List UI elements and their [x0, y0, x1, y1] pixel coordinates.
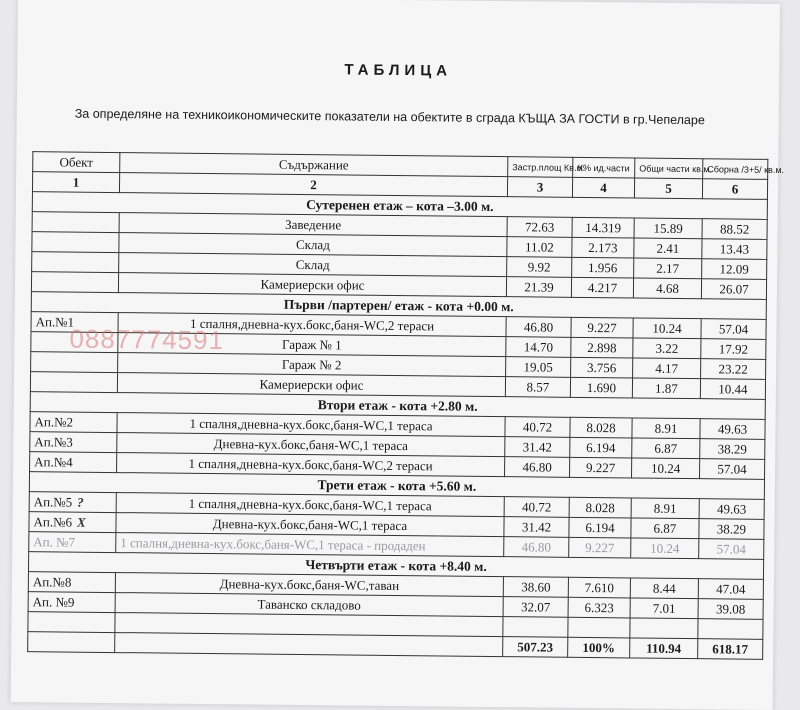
header-number: 6 — [702, 179, 767, 200]
content-cell: Камериерски офис — [117, 373, 505, 397]
object-label: Ап.№8 — [32, 573, 72, 590]
object-label: Ап.№5 — [33, 493, 73, 510]
pct-cell: 1.690 — [570, 377, 632, 398]
object-label: Ап.№4 — [34, 453, 73, 470]
common-cell: 4.17 — [633, 358, 701, 379]
pct-cell: 6.194 — [570, 437, 632, 458]
header-number: 2 — [119, 173, 507, 197]
document-title: ТАБЛИЦА — [344, 61, 453, 80]
common-cell: 3.22 — [633, 338, 701, 359]
pct-cell: 9.227 — [571, 317, 633, 338]
content-cell: Гараж № 2 — [118, 353, 506, 377]
content-cell: 1 спалня,дневна-кух.бокс,баня-WC,2 тераси — [117, 453, 505, 477]
object-cell — [28, 592, 115, 613]
content-cell: 1 спалня,дневна-кух.бокс,баня-WC,1 тераса - продаден — [116, 533, 504, 557]
object-label: Ап.№6 — [33, 513, 73, 530]
pct-cell: 6.323 — [568, 597, 630, 618]
area-cell: 38.60 — [503, 577, 568, 598]
content-cell: 1 спалня,дневна-кух.бокс,баня-WC,1 тераса — [117, 413, 505, 437]
pct-cell: 4.217 — [571, 277, 633, 298]
object-label: Ап.№2 — [34, 413, 74, 430]
common-cell: 15.89 — [634, 218, 702, 239]
object-label: Ап. №7 — [33, 533, 76, 550]
total-cell: 39.08 — [698, 599, 763, 620]
floor-title: Трети етаж - кота +5.60 м. — [29, 472, 764, 500]
header-pct: К% ид.части — [573, 157, 635, 178]
object-cell — [30, 412, 117, 433]
object-cell — [30, 372, 117, 393]
area-cell: 31.42 — [504, 517, 569, 538]
table-body — [28, 152, 785, 660]
content-cell: Заведение — [119, 213, 507, 237]
total-common: 110.94 — [630, 638, 698, 659]
totals-label-cell — [28, 632, 115, 653]
total-cell: 88.52 — [702, 219, 767, 240]
pct-cell: 2.898 — [571, 337, 633, 358]
header-object: Обект — [33, 152, 120, 173]
area-cell: 46.80 — [506, 317, 571, 338]
floor-title: Четвърти етаж - кота +8.40 м. — [28, 552, 763, 580]
area-cell: 11.02 — [507, 237, 572, 258]
common-cell: 8.91 — [631, 498, 699, 519]
content-cell: Таванско складово — [115, 593, 503, 617]
document-page — [11, 0, 785, 710]
header-number: 1 — [32, 172, 119, 193]
pct-cell: 3.756 — [571, 357, 633, 378]
area-cell: 40.72 — [504, 497, 569, 518]
object-label: Ап.№1 — [35, 313, 75, 330]
total-cell: 10.44 — [700, 379, 765, 400]
total-cell: 17.92 — [701, 339, 766, 360]
handwritten-mark: X — [76, 514, 86, 530]
common-cell: 4.68 — [633, 278, 701, 299]
object-cell — [28, 572, 115, 593]
area-cell: 40.72 — [505, 417, 570, 438]
common-cell: 2.17 — [634, 258, 702, 279]
common-cell: 10.24 — [631, 538, 699, 559]
total-cell: 26.07 — [701, 279, 766, 300]
header-content: Съдържание — [120, 153, 508, 177]
floor-title: Сутеренен етаж – кота –3.00 м. — [32, 192, 767, 220]
content-cell: 1 спалня,дневна-кух.бокс,баня-WC,1 тераса — [116, 493, 504, 517]
header-total: Сборна /3+5/ кв.м. — [703, 159, 768, 180]
content-cell: Дневна-кух.бокс,баня-WC,1 тераса — [117, 433, 505, 457]
totals-label-cell — [115, 633, 503, 657]
total-cell: 57.04 — [700, 459, 765, 480]
content-cell: Камериерски офис — [118, 273, 506, 297]
handwritten-mark: ? — [77, 494, 84, 510]
pct-cell: 6.194 — [569, 517, 631, 538]
total-cell: 13.43 — [702, 239, 767, 260]
object-cell — [32, 212, 119, 233]
total-cell: 49.63 — [699, 499, 764, 520]
object-cell — [32, 252, 119, 273]
area-cell: 21.39 — [506, 277, 571, 298]
total-pct: 100% — [568, 637, 630, 658]
object-label: Ап.№3 — [34, 433, 73, 450]
area-cell: 72.63 — [507, 217, 572, 238]
total-cell: 49.63 — [700, 419, 765, 440]
common-cell: 6.87 — [631, 518, 699, 539]
object-cell — [30, 432, 117, 453]
common-cell: 6.87 — [632, 438, 700, 459]
document-subtitle: За определяне на техникоикономическите показатели на обектите в сграда КЪЩА ЗА ГОСТИ в гр.Чепеларе — [74, 106, 705, 128]
header-number: 4 — [572, 177, 634, 198]
total-cell: 47.04 — [698, 579, 763, 600]
blank-cell — [698, 619, 763, 640]
pct-cell: 9.227 — [569, 537, 631, 558]
common-cell: 1.87 — [632, 378, 700, 399]
blank-cell — [28, 612, 115, 633]
content-cell: Дневна-кух.бокс,баня-WC,таван — [115, 573, 503, 597]
pct-cell: 14.319 — [572, 217, 634, 238]
phone-watermark: 0887774591 — [69, 323, 225, 356]
pct-cell: 9.227 — [570, 457, 632, 478]
pct-cell: 8.028 — [570, 417, 632, 438]
total-cell: 57.04 — [699, 539, 764, 560]
blank-cell — [503, 617, 568, 638]
area-cell: 14.70 — [506, 337, 571, 358]
total-cell: 38.29 — [700, 439, 765, 460]
content-cell: Склад — [119, 253, 507, 277]
common-cell: 10.24 — [633, 318, 701, 339]
content-cell: 1 спалня,дневна-кух.бокс,баня-WC,2 тераси — [118, 313, 506, 337]
common-cell: 8.44 — [630, 578, 698, 599]
total-sum: 618.17 — [698, 639, 763, 660]
total-cell: 23.22 — [701, 359, 766, 380]
content-cell: Склад — [119, 233, 507, 257]
total-area: 507.23 — [503, 637, 568, 658]
area-cell: 8.57 — [505, 377, 570, 398]
common-cell: 10.24 — [632, 458, 700, 479]
header-common: Общи части кв.м. — [635, 158, 703, 179]
content-cell: Гараж № 1 — [118, 333, 506, 357]
object-cell — [29, 512, 116, 533]
object-label: Ап. №9 — [32, 593, 75, 610]
object-cell — [30, 452, 117, 473]
object-cell — [29, 492, 116, 513]
common-cell: 8.91 — [632, 418, 700, 439]
total-cell: 38.29 — [699, 519, 764, 540]
total-cell: 12.09 — [702, 259, 767, 280]
object-cell — [32, 232, 119, 253]
area-cell: 32.07 — [503, 597, 568, 618]
floor-title: Втори етаж - кота +2.80 м. — [30, 392, 765, 420]
pct-cell: 2.173 — [572, 237, 634, 258]
area-cell: 46.80 — [504, 537, 569, 558]
area-cell: 9.92 — [507, 257, 572, 278]
header-area: Застр.площ Кв.м. — [508, 157, 573, 178]
pct-cell: 8.028 — [569, 497, 631, 518]
object-cell — [31, 272, 118, 293]
area-cell: 19.05 — [506, 357, 571, 378]
pct-cell: 7.610 — [568, 577, 630, 598]
common-cell: 7.01 — [630, 598, 698, 619]
blank-cell — [630, 618, 698, 639]
common-cell: 2.41 — [634, 238, 702, 259]
total-cell: 57.04 — [701, 319, 766, 340]
blank-cell — [568, 617, 630, 638]
pct-cell: 1.956 — [572, 257, 634, 278]
header-number: 3 — [507, 177, 572, 198]
content-cell: Дневна-кух.бокс,баня-WC,1 тераса — [116, 513, 504, 537]
header-number: 5 — [634, 178, 702, 199]
area-cell: 46.80 — [505, 457, 570, 478]
area-cell: 31.42 — [505, 437, 570, 458]
indicators-table — [27, 151, 785, 660]
floor-title: Първи /партерен/ етаж - кота +0.00 м. — [31, 292, 766, 320]
object-cell — [29, 532, 116, 553]
